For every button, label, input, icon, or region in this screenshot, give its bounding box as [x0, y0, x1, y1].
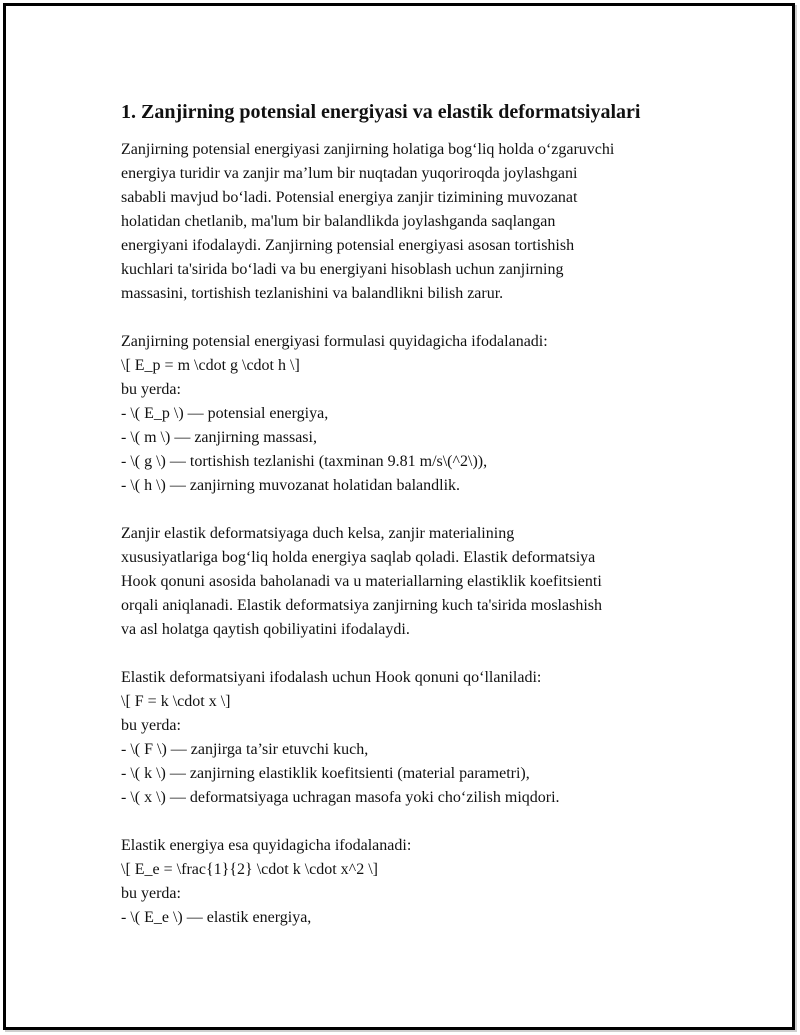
- text-line: bu yerda:: [121, 717, 181, 734]
- document-page: [3, 3, 795, 1030]
- list-item: - \( m \) — zanjirning massasi,: [121, 429, 317, 446]
- list-item: - \( F \) — zanjirga ta’sir etuvchi kuch,: [121, 741, 369, 758]
- paragraph-elastic-energy-formula: [121, 834, 711, 930]
- text-line: va asl holatga qaytish qobiliyatini ifodalaydi.: [121, 621, 410, 638]
- paragraph-potential-intro: [121, 138, 711, 306]
- formula-line: \[ E_p = m \cdot g \cdot h \]: [121, 357, 300, 374]
- text-line: xususiyatlariga bog‘liq holda energiya saqlab qoladi. Elastik deformatsiya: [121, 549, 596, 566]
- text-line: massasini, tortishish tezlanishini va balandlikni bilish zarur.: [121, 285, 504, 302]
- list-item: - \( x \) — deformatsiyaga uchragan masofa yoki cho‘zilish miqdori.: [121, 789, 560, 806]
- text-line: Hook qonuni asosida baholanadi va u materiallarning elastiklik koefitsienti: [121, 573, 602, 590]
- text-line: energiya turidir va zanjir ma’lum bir nuqtadan yuqoriroqda joylashgani: [121, 165, 578, 182]
- document-content: [121, 99, 711, 954]
- paragraph-potential-formula: [121, 330, 711, 498]
- text-line: kuchlari ta'sirida bo‘ladi va bu energiyani hisoblash uchun zanjirning: [121, 261, 564, 278]
- paragraph-hooke-formula: [121, 666, 711, 810]
- text-line: bu yerda:: [121, 381, 181, 398]
- list-item: - \( h \) — zanjirning muvozanat holatidan balandlik.: [121, 477, 461, 494]
- text-line: sababli mavjud bo‘ladi. Potensial energiya zanjir tizimining muvozanat: [121, 189, 578, 206]
- text-line: Elastik energiya esa quyidagicha ifodalanadi:: [121, 837, 412, 854]
- text-line: Zanjirning potensial energiyasi zanjirning holatiga bog‘liq holda o‘zgaruvchi: [121, 141, 615, 158]
- list-item: - \( k \) — zanjirning elastiklik koefitsienti (material parametri),: [121, 765, 530, 782]
- text-line: Zanjirning potensial energiyasi formulasi quyidagicha ifodalanadi:: [121, 333, 548, 350]
- text-line: Elastik deformatsiyani ifodalash uchun Hook qonuni qo‘llaniladi:: [121, 669, 542, 686]
- section-heading: 1. Zanjirning potensial energiyasi va elastik deformatsiyalari: [121, 101, 641, 123]
- text-line: holatidan chetlanib, ma'lum bir balandlikda joylashganda saqlangan: [121, 213, 556, 230]
- list-item: - \( E_e \) — elastik energiya,: [121, 909, 312, 926]
- text-line: bu yerda:: [121, 885, 181, 902]
- formula-line: \[ E_e = \frac{1}{2} \cdot k \cdot x^2 \]: [121, 861, 378, 878]
- paragraph-elastic-intro: [121, 522, 711, 642]
- text-line: energiyani ifodalaydi. Zanjirning potensial energiyasi asosan tortishish: [121, 237, 575, 254]
- text-line: Zanjir elastik deformatsiyaga duch kelsa, zanjir materialining: [121, 525, 515, 542]
- text-line: orqali aniqlanadi. Elastik deformatsiya zanjirning kuch ta'sirida moslashish: [121, 597, 602, 614]
- formula-line: \[ F = k \cdot x \]: [121, 693, 231, 710]
- list-item: - \( E_p \) — potensial energiya,: [121, 405, 329, 422]
- list-item: - \( g \) — tortishish tezlanishi (taxminan 9.81 m/s\(^2\)),: [121, 453, 488, 470]
